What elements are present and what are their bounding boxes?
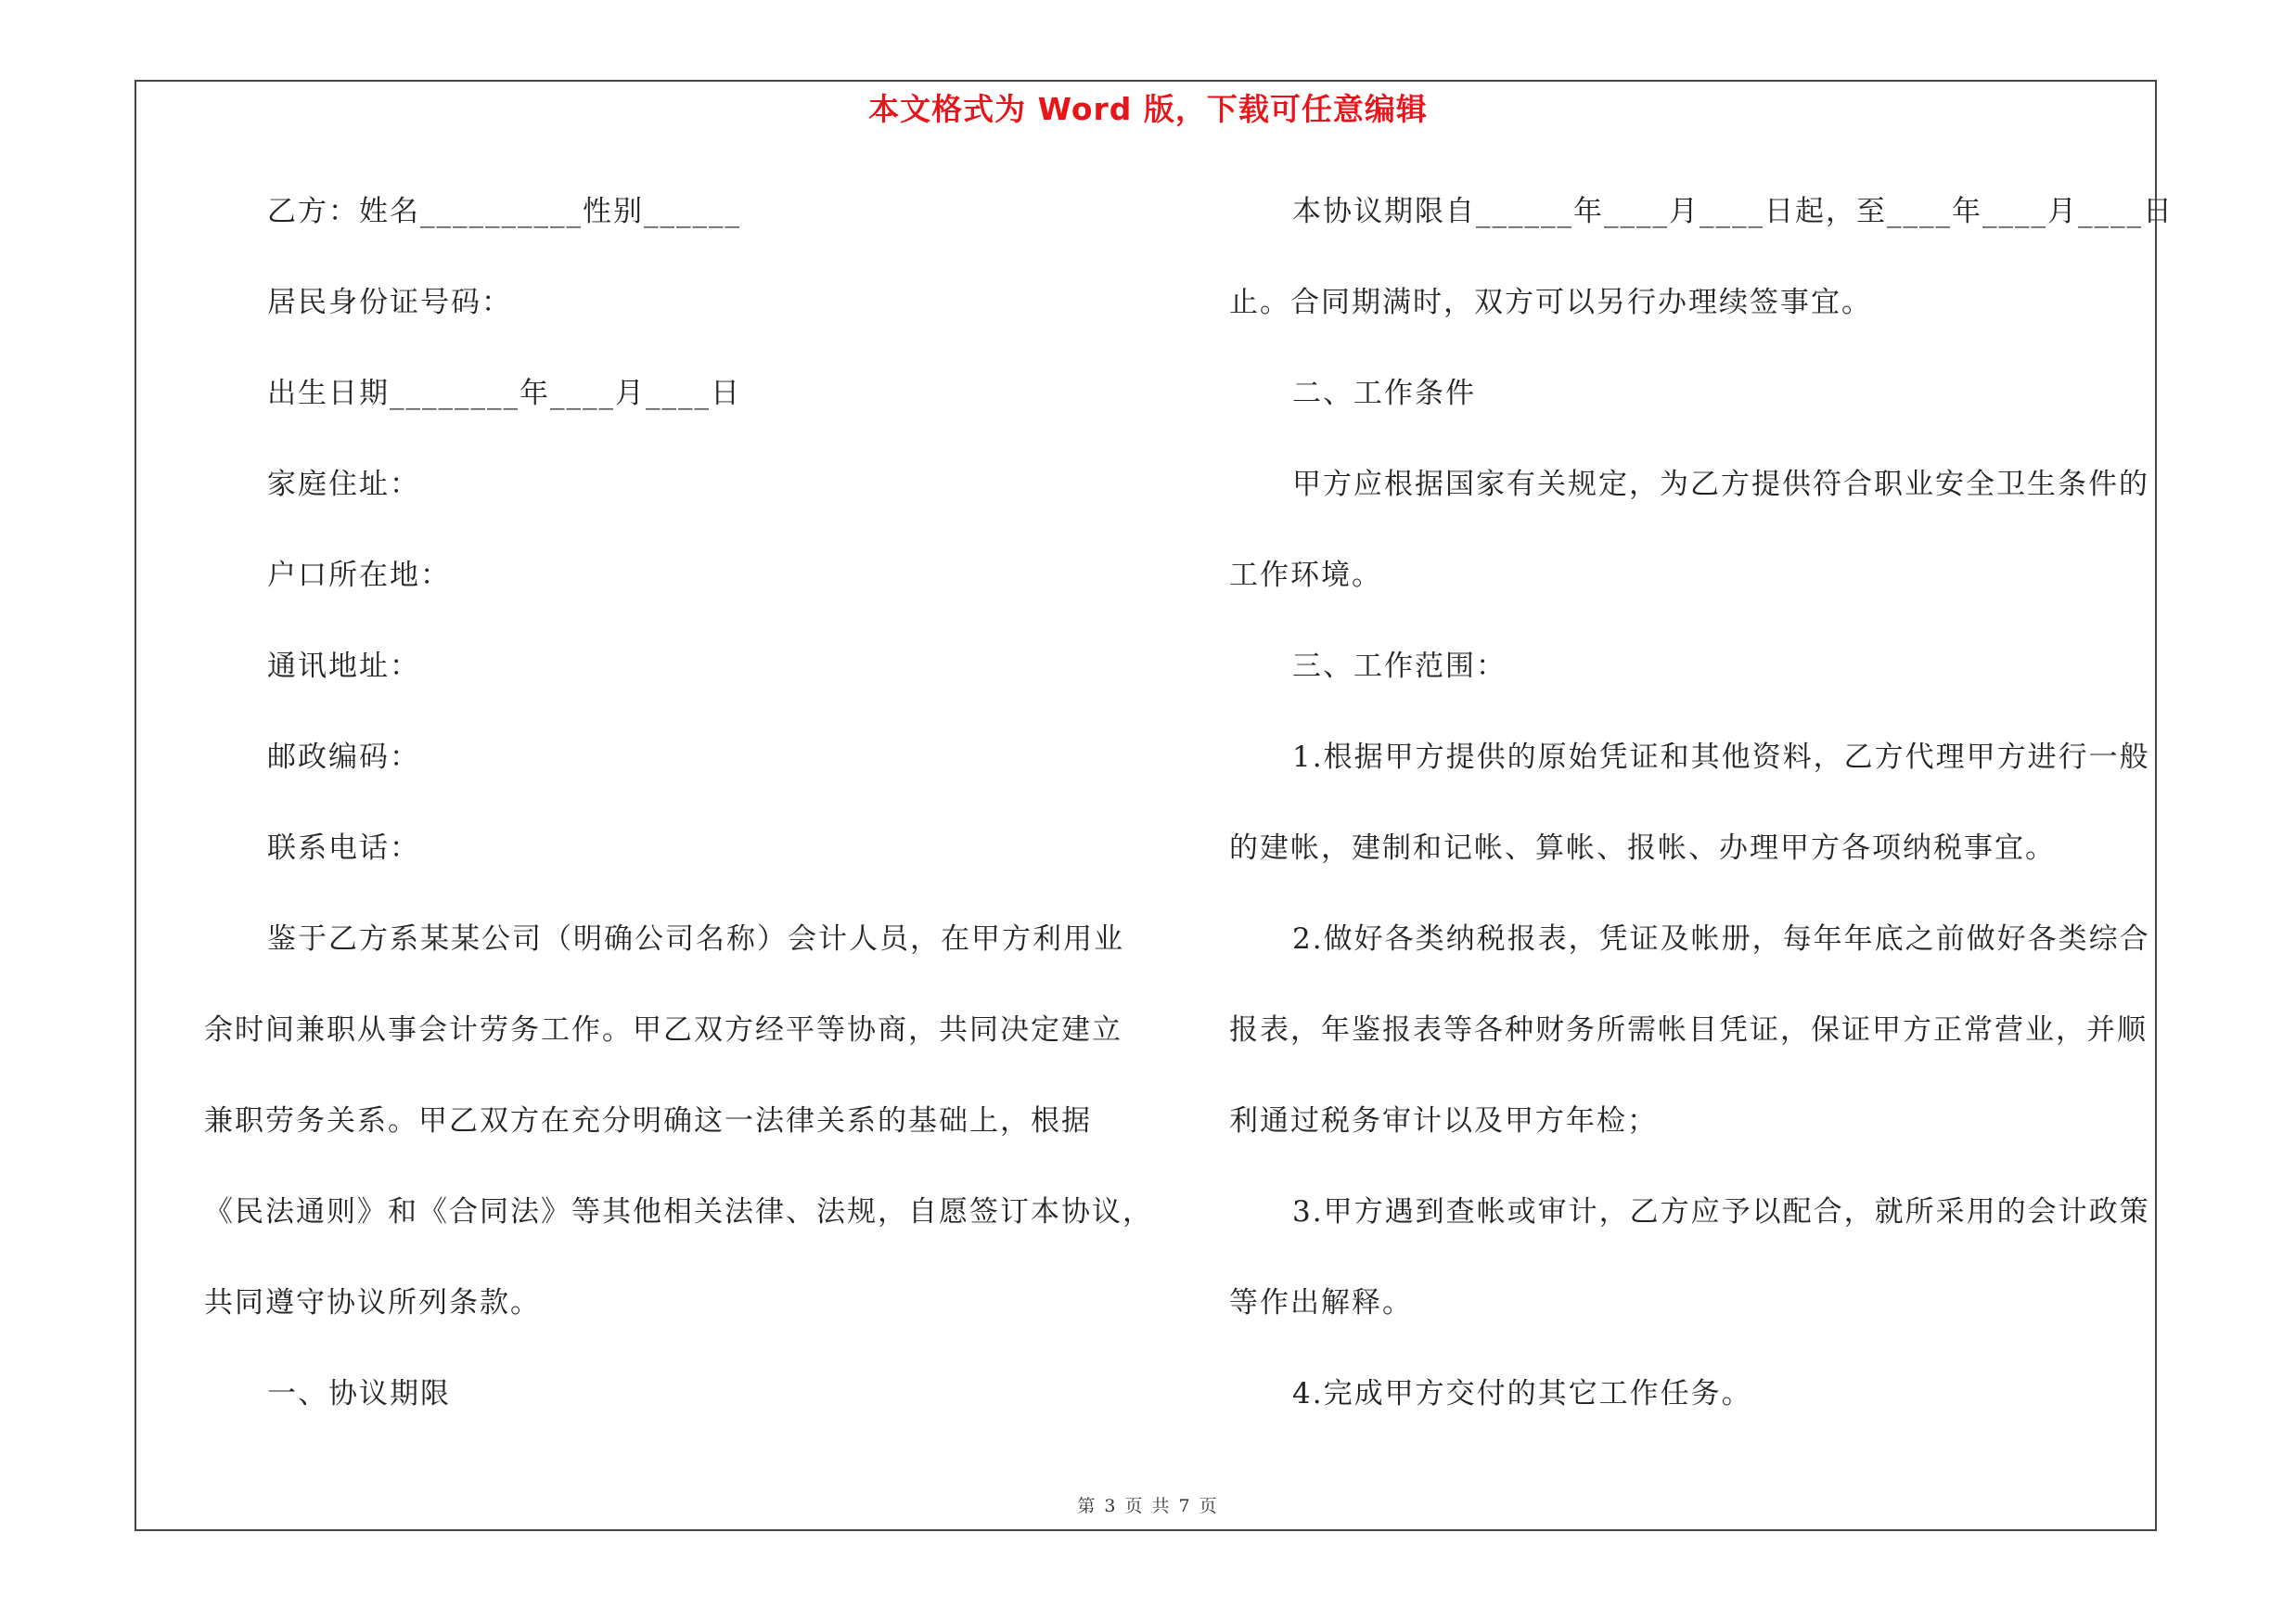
text-line: 联系电话：: [267, 831, 420, 865]
text-line: 邮政编码：: [267, 741, 420, 774]
text-line: 乙方：姓名__________性别______: [267, 195, 741, 228]
text-line: 余时间兼职从事会计劳务工作。甲乙双方经平等协商，共同决定建立: [204, 1013, 1122, 1047]
text-line: 通讯地址：: [267, 650, 420, 683]
page-number-footer: 第 3 页 共 7 页: [1077, 1496, 1219, 1516]
text-line: 二、工作条件: [1292, 377, 1476, 410]
text-line: 户口所在地：: [267, 559, 451, 592]
text-line: 止。合同期满时，双方可以另行办理续签事宜。: [1229, 286, 1872, 319]
text-line: 的建帐，建制和记帐、算帐、报帐、办理甲方各项纳税事宜。: [1229, 831, 2056, 865]
text-line: 3.甲方遇到查帐或审计，乙方应予以配合，就所采用的会计政策: [1292, 1195, 2150, 1229]
text-line: 鉴于乙方系某某公司（明确公司名称）会计人员，在甲方利用业: [267, 922, 1124, 956]
text-line: 出生日期________年____月____日: [267, 377, 741, 410]
text-line: 共同遵守协议所列条款。: [204, 1286, 541, 1320]
text-line: 《民法通则》和《合同法》等其他相关法律、法规，自愿签订本协议，: [204, 1195, 1153, 1229]
text-line: 三、工作范围：: [1292, 650, 1507, 683]
text-line: 4.完成甲方交付的其它工作任务。: [1292, 1377, 1752, 1410]
text-line: 家庭住址：: [267, 468, 420, 501]
text-line: 报表，年鉴报表等各种财务所需帐目凭证，保证甲方正常营业，并顺: [1229, 1013, 2148, 1047]
text-line: 本协议期限自______年____月____日起，至____年____月____日: [1292, 195, 2174, 228]
text-line: 1.根据甲方提供的原始凭证和其他资料，乙方代理甲方进行一般: [1292, 741, 2150, 774]
text-line: 兼职劳务关系。甲乙双方在充分明确这一法律关系的基础上，根据: [204, 1104, 1092, 1138]
text-line: 甲方应根据国家有关规定，为乙方提供符合职业安全卫生条件的: [1292, 468, 2149, 501]
text-line: 一、协议期限: [267, 1377, 451, 1410]
word-format-banner: 本文格式为 Word 版，下载可任意编辑: [868, 91, 1428, 127]
text-line: 2.做好各类纳税报表，凭证及帐册，每年年底之前做好各类综合: [1292, 922, 2150, 956]
text-line: 居民身份证号码：: [267, 286, 512, 319]
text-line: 等作出解释。: [1229, 1286, 1413, 1320]
left-column: [204, 184, 1153, 1457]
text-line: 工作环境。: [1229, 559, 1382, 592]
right-column: [1229, 184, 2174, 1457]
text-line: 利通过税务审计以及甲方年检；: [1229, 1104, 1658, 1138]
